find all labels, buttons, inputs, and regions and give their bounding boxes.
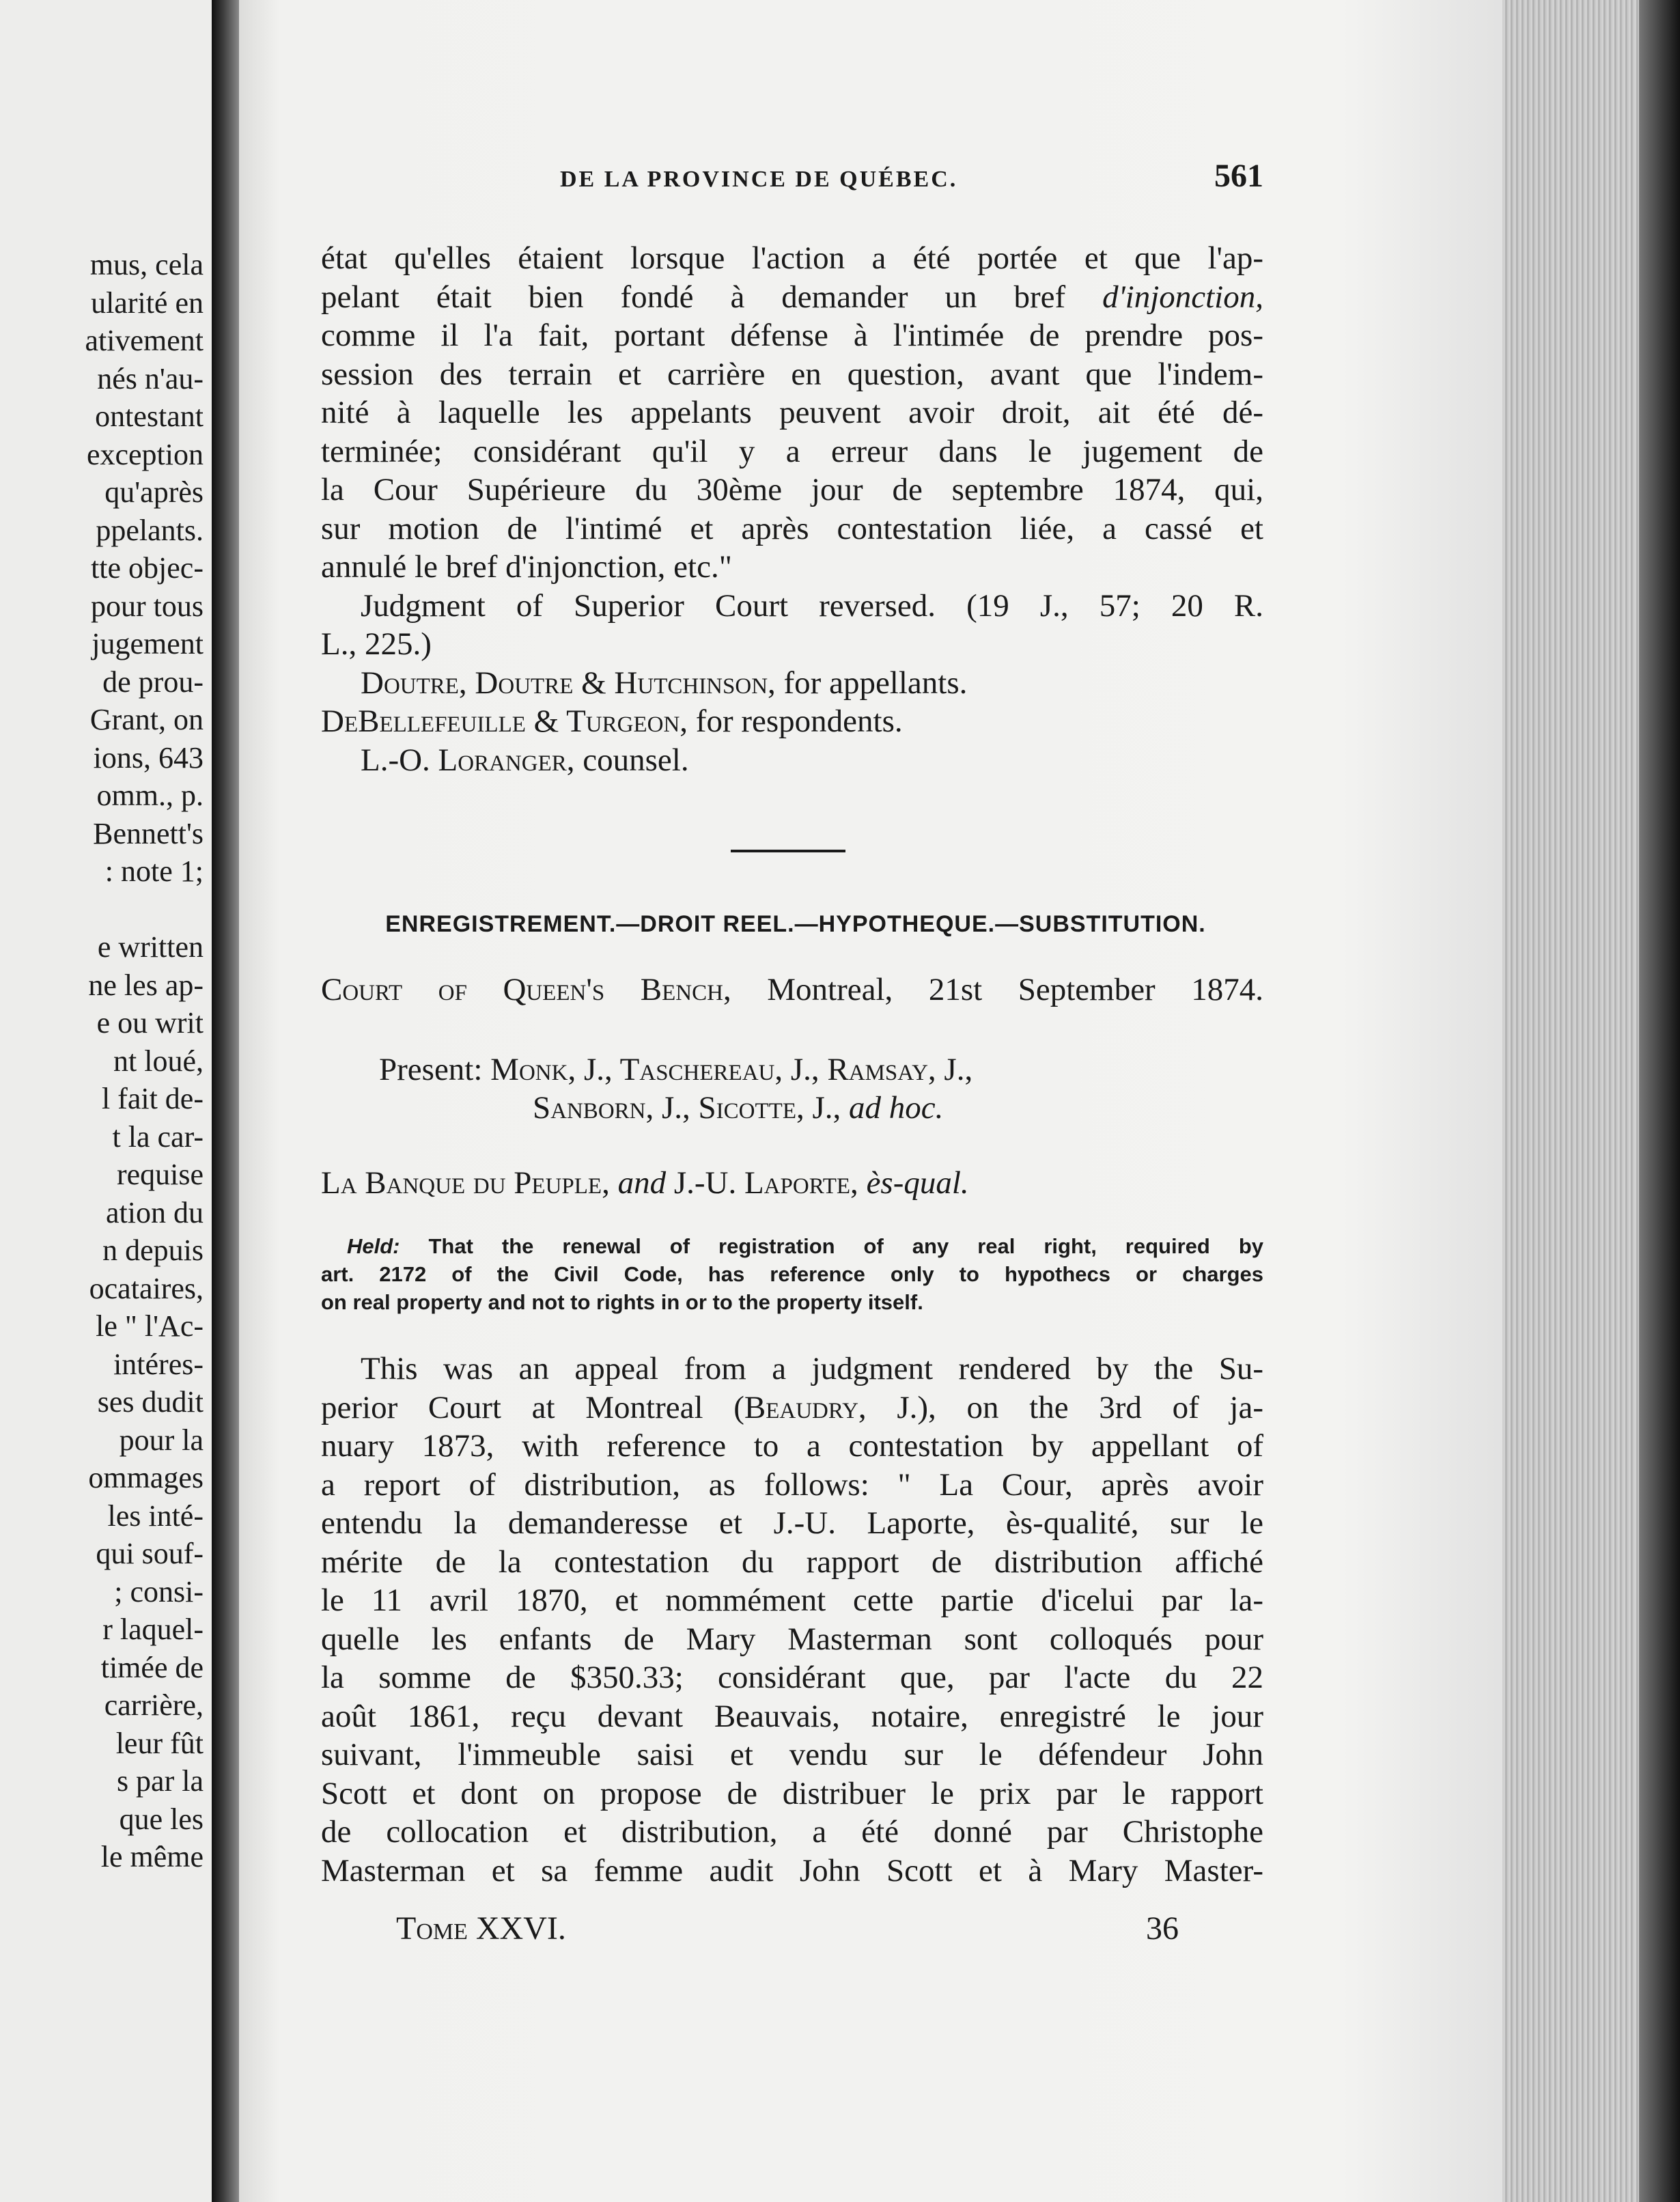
page-number: 561 [1214, 158, 1263, 194]
facing-page-line [0, 891, 204, 929]
held-summary [321, 1232, 1263, 1316]
facing-page-line: s par la [116, 1764, 204, 1798]
facing-page-line: Grant, on [89, 703, 204, 736]
facing-page-line: ses dudit [97, 1385, 204, 1419]
text-line: suivant, l'immeuble saisi et vendu sur le défendeur John [321, 1737, 1263, 1772]
text-line: terminée; considérant qu'il y a erreur dans le jugement de [321, 433, 1263, 469]
text-line: comme il l'a fait, portant défense à l'intimée de prendre pos- [321, 318, 1263, 353]
held-line: on real property and not to rights in or to the property itself. [321, 1290, 923, 1314]
text-line: session des terrain et carrière en question, avant que l'indem- [321, 356, 1263, 392]
facing-page-line: n depuis [102, 1234, 204, 1267]
italic-phrase: d'injonction, [1102, 279, 1263, 315]
facing-page-line: timée de [100, 1650, 204, 1684]
facing-page-line: ions, 643 [93, 740, 204, 775]
counsel-line: Doutre, Doutre & Hutchinson, for appellants. [361, 665, 968, 701]
facing-page-line: carrière, [104, 1688, 204, 1722]
counsel-line: DeBellefeuille & Turgeon, for respondents. [321, 703, 903, 739]
text-line: sur motion de l'intimé et après contestation liée, a cassé et [321, 510, 1263, 546]
text-line: la somme de $350.33; considérant que, par l'acte du 22 [321, 1660, 1263, 1695]
facing-page-line: les inté- [107, 1499, 204, 1533]
facing-page-line: r laquel- [102, 1613, 204, 1646]
facing-page-line: le même [100, 1840, 204, 1873]
facing-page-line: ne les ap- [88, 968, 204, 1002]
facing-page-line: omm., p. [96, 779, 204, 812]
text-line: mérite de la contestation du rapport de distribution affiché [321, 1544, 1263, 1580]
text-line: a report of distribution, as follows: " La Cour, après avoir [321, 1466, 1263, 1503]
facing-page-line: e ou writ [96, 1006, 204, 1040]
facing-page-line: ommages [88, 1461, 204, 1494]
facing-page-line: mus, cela [89, 248, 204, 281]
facing-page [0, 0, 212, 2202]
text-line: nuary 1873, with reference to a contestation by appellant of [321, 1428, 1263, 1464]
case-heading: ENREGISTREMENT.—DROIT REEL.—HYPOTHEQUE.—SUBSTITUTION. [385, 911, 1206, 937]
facing-page-line: requise [116, 1158, 204, 1191]
judge-name: Beaudry, J. [744, 1389, 918, 1425]
facing-page-line: pour tous [91, 589, 204, 623]
tome-label: Tome XXVI. [396, 1910, 566, 1947]
facing-page-line: de prou- [102, 665, 204, 699]
present-line: Present: Monk, J., Taschereau, J., Ramsay, J., [379, 1052, 973, 1087]
text-line: annulé le bref d'injonction, etc." [321, 549, 732, 585]
continued-paragraph [321, 239, 1263, 779]
body-paragraph [321, 1350, 1263, 1890]
section-divider [731, 850, 845, 852]
facing-page-line: ativement [85, 324, 204, 357]
text-line: la Cour Supérieure du 30ème jour de septembre 1874, qui, [321, 472, 1263, 507]
court-line: Court of Queen's Bench, Montreal, 21st September 1874. [321, 972, 1264, 1007]
judgment-line: Judgment of Superior Court reversed. (19 J., 57; 20 R. [361, 587, 1263, 624]
text-line: état qu'elles étaient lorsque l'action a été portée et que l'ap- [321, 240, 1263, 276]
text-line: perior Court at Montreal (Beaudry, J.), on the 3rd of ja- [321, 1389, 1263, 1425]
facing-page-line: le " l'Ac- [96, 1309, 204, 1343]
running-head-title: DE LA PROVINCE DE QUÉBEC. [560, 167, 958, 192]
facing-page-line: l fait de- [101, 1082, 204, 1115]
facing-page-line: nés n'au- [97, 361, 204, 395]
facing-page-line: nt loué, [113, 1044, 204, 1078]
judgment-line: L., 225.) [321, 626, 432, 662]
facing-page-line: ocataires, [89, 1271, 204, 1305]
signature-mark: 36 [1146, 1910, 1179, 1947]
facing-page-line: intéres- [113, 1347, 204, 1381]
text-line: quelle les enfants de Mary Masterman sont colloqués pour [321, 1621, 1263, 1657]
page-edge-shadow [1639, 0, 1680, 2202]
facing-page-line: jugement [92, 627, 204, 660]
facing-page-line: leur fût [115, 1726, 204, 1760]
judges-present [379, 1050, 1267, 1127]
case-parties: La Banque du Peuple, and J.-U. Laporte, ès-qual. [321, 1165, 969, 1201]
facing-page-line: qu'après [104, 475, 204, 509]
facing-page-line: t la car- [112, 1119, 204, 1154]
text-line: entendu la demanderesse et J.-U. Laporte, ès-qualité, sur le [321, 1505, 1263, 1541]
facing-page-text [0, 246, 204, 1876]
facing-page-line: ontestant [95, 400, 204, 433]
text-line: de collocation et distribution, a été donné par Christophe [321, 1814, 1263, 1850]
facing-page-line: Bennett's [93, 816, 204, 850]
facing-page-line: ularité en [91, 285, 204, 320]
book-gutter [212, 0, 239, 2202]
text-line: Masterman et sa femme audit John Scott et à Mary Master- [321, 1852, 1263, 1889]
counsel-line: L.-O. Loranger, counsel. [361, 742, 689, 778]
text-line: This was an appeal from a judgment rendered by the Su- [361, 1351, 1263, 1386]
facing-page-line: ation du [106, 1195, 204, 1229]
text-line: août 1861, reçu devant Beauvais, notaire, enregistré le jour [321, 1698, 1263, 1734]
facing-page-line: tte objec- [91, 551, 204, 585]
facing-page-line: qui souf- [96, 1537, 204, 1570]
text-line: pelant était bien fondé à demander un bref d'injonction, [321, 279, 1263, 315]
text-line: le 11 avril 1870, et nommément cette partie d'icelui par la- [321, 1583, 1263, 1618]
facing-page-line: ; consi- [114, 1574, 204, 1608]
facing-page-line: e written [97, 930, 204, 964]
present-line: Sanborn, J., Sicotte, J., ad hoc. [533, 1090, 944, 1126]
facing-page-line: que les [119, 1802, 204, 1836]
text-line: nité à laquelle les appelants peuvent avoir droit, ait été dé- [321, 395, 1263, 430]
facing-page-line: exception [86, 437, 204, 471]
held-label: Held: [347, 1234, 400, 1258]
facing-page-line: pour la [119, 1423, 204, 1457]
facing-page-line: ppelants. [96, 513, 204, 547]
held-line: art. 2172 of the Civil Code, has reference only to hypothecs or charges [321, 1262, 1263, 1286]
text-line: Scott et dont on propose de distribuer le prix par le rapport [321, 1775, 1263, 1811]
facing-page-line: : note 1; [104, 854, 204, 888]
held-line: Held: That the renewal of registration of any real right, required by [321, 1232, 1263, 1260]
